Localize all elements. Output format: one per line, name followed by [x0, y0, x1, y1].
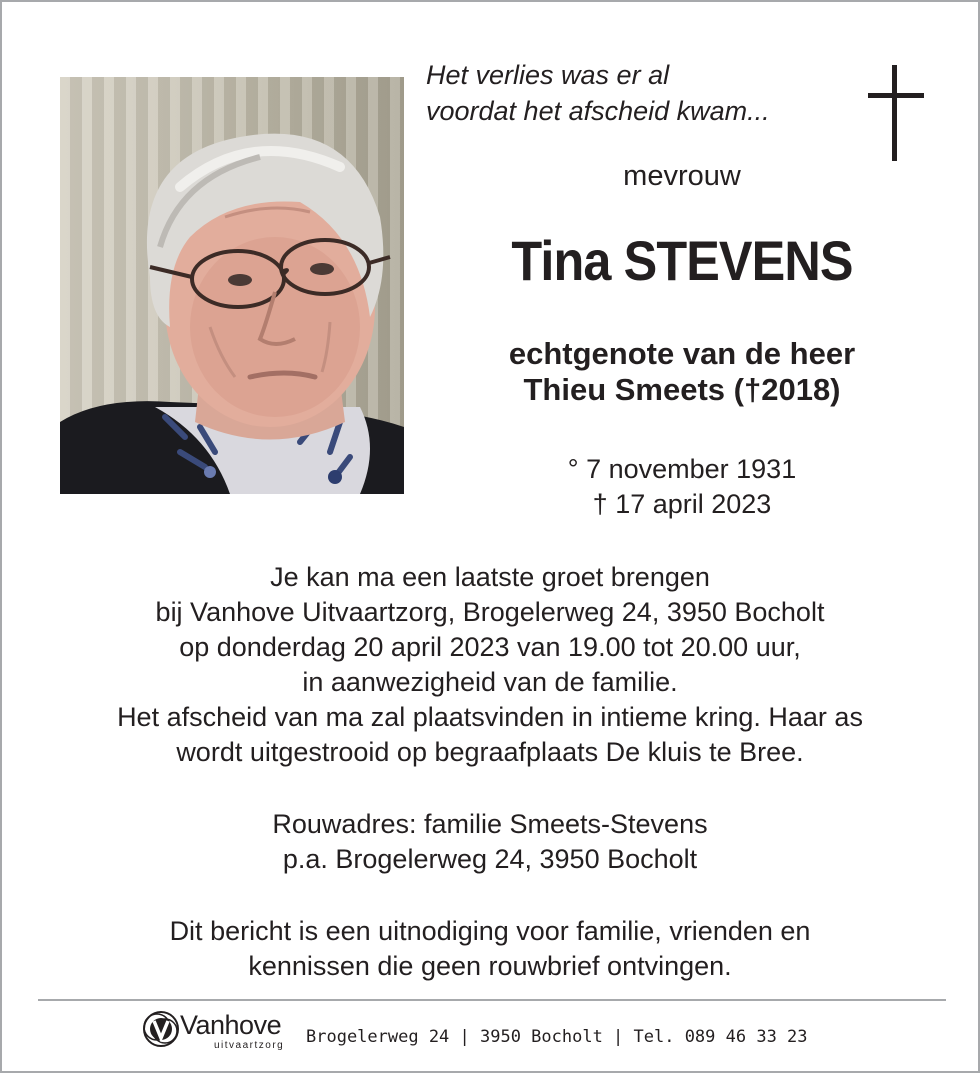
- quote-line-1: Het verlies was er al: [426, 60, 670, 90]
- logo-subtitle: uitvaartzorg: [214, 1040, 285, 1051]
- spouse-line-2: Thieu Smeets (†2018): [523, 372, 841, 407]
- portrait-photo: [60, 77, 404, 494]
- address-line: p.a. Brogelerweg 24, 3950 Bocholt: [282, 844, 698, 874]
- invitation-note: [2, 914, 978, 984]
- quote-line-2: voordat het afscheid kwam...: [426, 96, 770, 126]
- cross-icon: [868, 65, 924, 161]
- birth-date: ° 7 november 1931: [567, 454, 797, 484]
- life-dates: [432, 452, 932, 522]
- footer-contact: Brogelerweg 24 | 3950 Bocholt | Tel. 089 46 33 23: [306, 1027, 808, 1047]
- spouse-line-1: echtgenote van de heer: [508, 336, 856, 371]
- invitation-line: Dit bericht is een uitnodiging voor familie, vrienden en: [169, 916, 811, 946]
- memorial-quote: [426, 57, 846, 129]
- info-line: Het afscheid van ma zal plaatsvinden in intieme kring. Haar as: [117, 702, 863, 732]
- info-line: wordt uitgestrooid op begraafplaats De kluis te Bree.: [176, 737, 804, 767]
- footer-divider: [38, 999, 946, 1001]
- vanhove-logo-mark-icon: [140, 1008, 182, 1050]
- ceremony-info: [2, 560, 978, 770]
- info-line: in aanwezigheid van de familie.: [302, 667, 678, 697]
- spouse-info: [432, 336, 932, 408]
- deceased-name: Tina STEVENS: [511, 229, 853, 292]
- death-date: † 17 april 2023: [592, 489, 772, 519]
- invitation-line: kennissen die geen rouwbrief ontvingen.: [248, 951, 732, 981]
- funeral-home-footer: [140, 1006, 840, 1056]
- logo-name: Vanhove: [180, 1010, 282, 1040]
- address-line: Rouwadres: familie Smeets-Stevens: [272, 809, 708, 839]
- info-line: bij Vanhove Uitvaartzorg, Brogelerweg 24, 3950 Bocholt: [155, 597, 825, 627]
- vanhove-logo: [140, 1008, 296, 1054]
- info-line: Je kan ma een laatste groet brengen: [270, 562, 710, 592]
- info-line: op donderdag 20 april 2023 van 19.00 tot 20.00 uur,: [179, 632, 801, 662]
- mourning-address: [2, 807, 978, 877]
- title-prefix: mevrouw: [623, 160, 741, 192]
- portrait-illustration: [60, 77, 404, 494]
